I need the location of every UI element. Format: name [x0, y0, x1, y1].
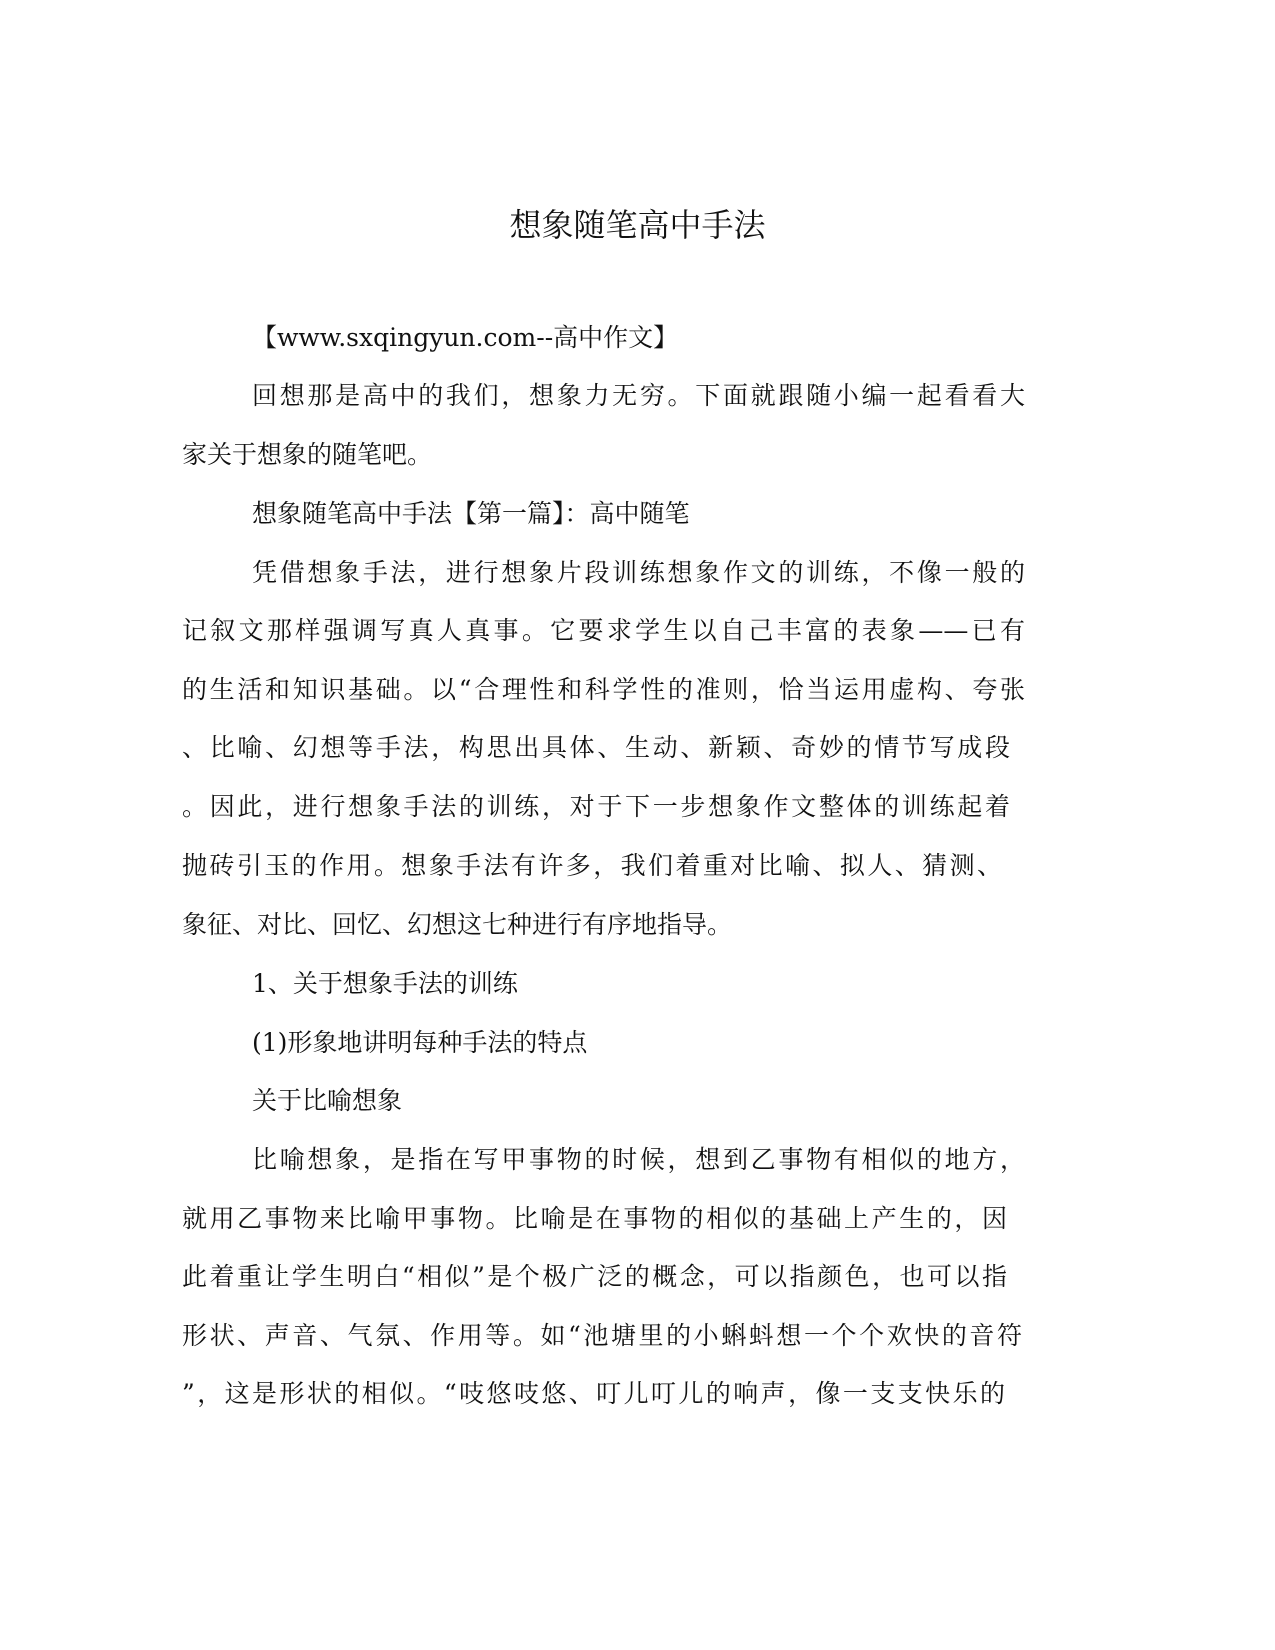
subheading: 关于比喻想象 [252, 1086, 403, 1115]
document-title: 想象随笔高中手法 [509, 206, 766, 244]
section-heading: 想象随笔高中手法【第一篇】：高中随笔 [252, 499, 690, 528]
paragraph-line: 家关于想象的随笔吧。 [182, 440, 433, 469]
source-line: 【www.sxqingyun.com--高中作文】 [252, 323, 679, 352]
paragraph-line: 记叙文那样强调写真人真事。它要求学生以自己丰富的表象——已有 [182, 616, 1025, 645]
paragraph-line: 的生活和知识基础。以“合理性和科学性的准则，恰当运用虚构、夸张 [182, 675, 1025, 704]
paragraph-line: 此着重让学生明白“相似”是个极广泛的概念，可以指颜色，也可以指 [182, 1262, 1007, 1291]
paragraph-line: 比喻想象，是指在写甲事物的时候，想到乙事物有相似的地方， [252, 1145, 1025, 1174]
paragraph-line: 抛砖引玉的作用。想象手法有许多，我们着重对比喻、拟人、猜测、 [182, 851, 1002, 880]
paragraph-line: ”，这是形状的相似。“吱悠吱悠、叮儿叮儿的响声，像一支支快乐的 [182, 1379, 1005, 1408]
subheading: (1)形象地讲明每种手法的特点 [252, 1028, 588, 1057]
paragraph-line: 象征、对比、回忆、幻想这七种进行有序地指导。 [182, 910, 733, 939]
paragraph-line: 、比喻、幻想等手法，构思出具体、生动、新颖、奇妙的情节写成段 [182, 733, 1010, 762]
paragraph-line: 。因此，进行想象手法的训练，对于下一步想象作文整体的训练起着 [182, 792, 1010, 821]
paragraph-line: 就用乙事物来比喻甲事物。比喻是在事物的相似的基础上产生的，因 [182, 1204, 1007, 1233]
subheading: 1、关于想象手法的训练 [252, 969, 518, 998]
paragraph-line: 凭借想象手法，进行想象片段训练想象作文的训练，不像一般的 [252, 558, 1025, 587]
paragraph-line: 形状、声音、气氛、作用等。如“池塘里的小蝌蚪想一个个欢快的音符 [182, 1321, 1022, 1350]
paragraph-line: 回想那是高中的我们，想象力无穷。下面就跟随小编一起看看大 [252, 381, 1025, 410]
